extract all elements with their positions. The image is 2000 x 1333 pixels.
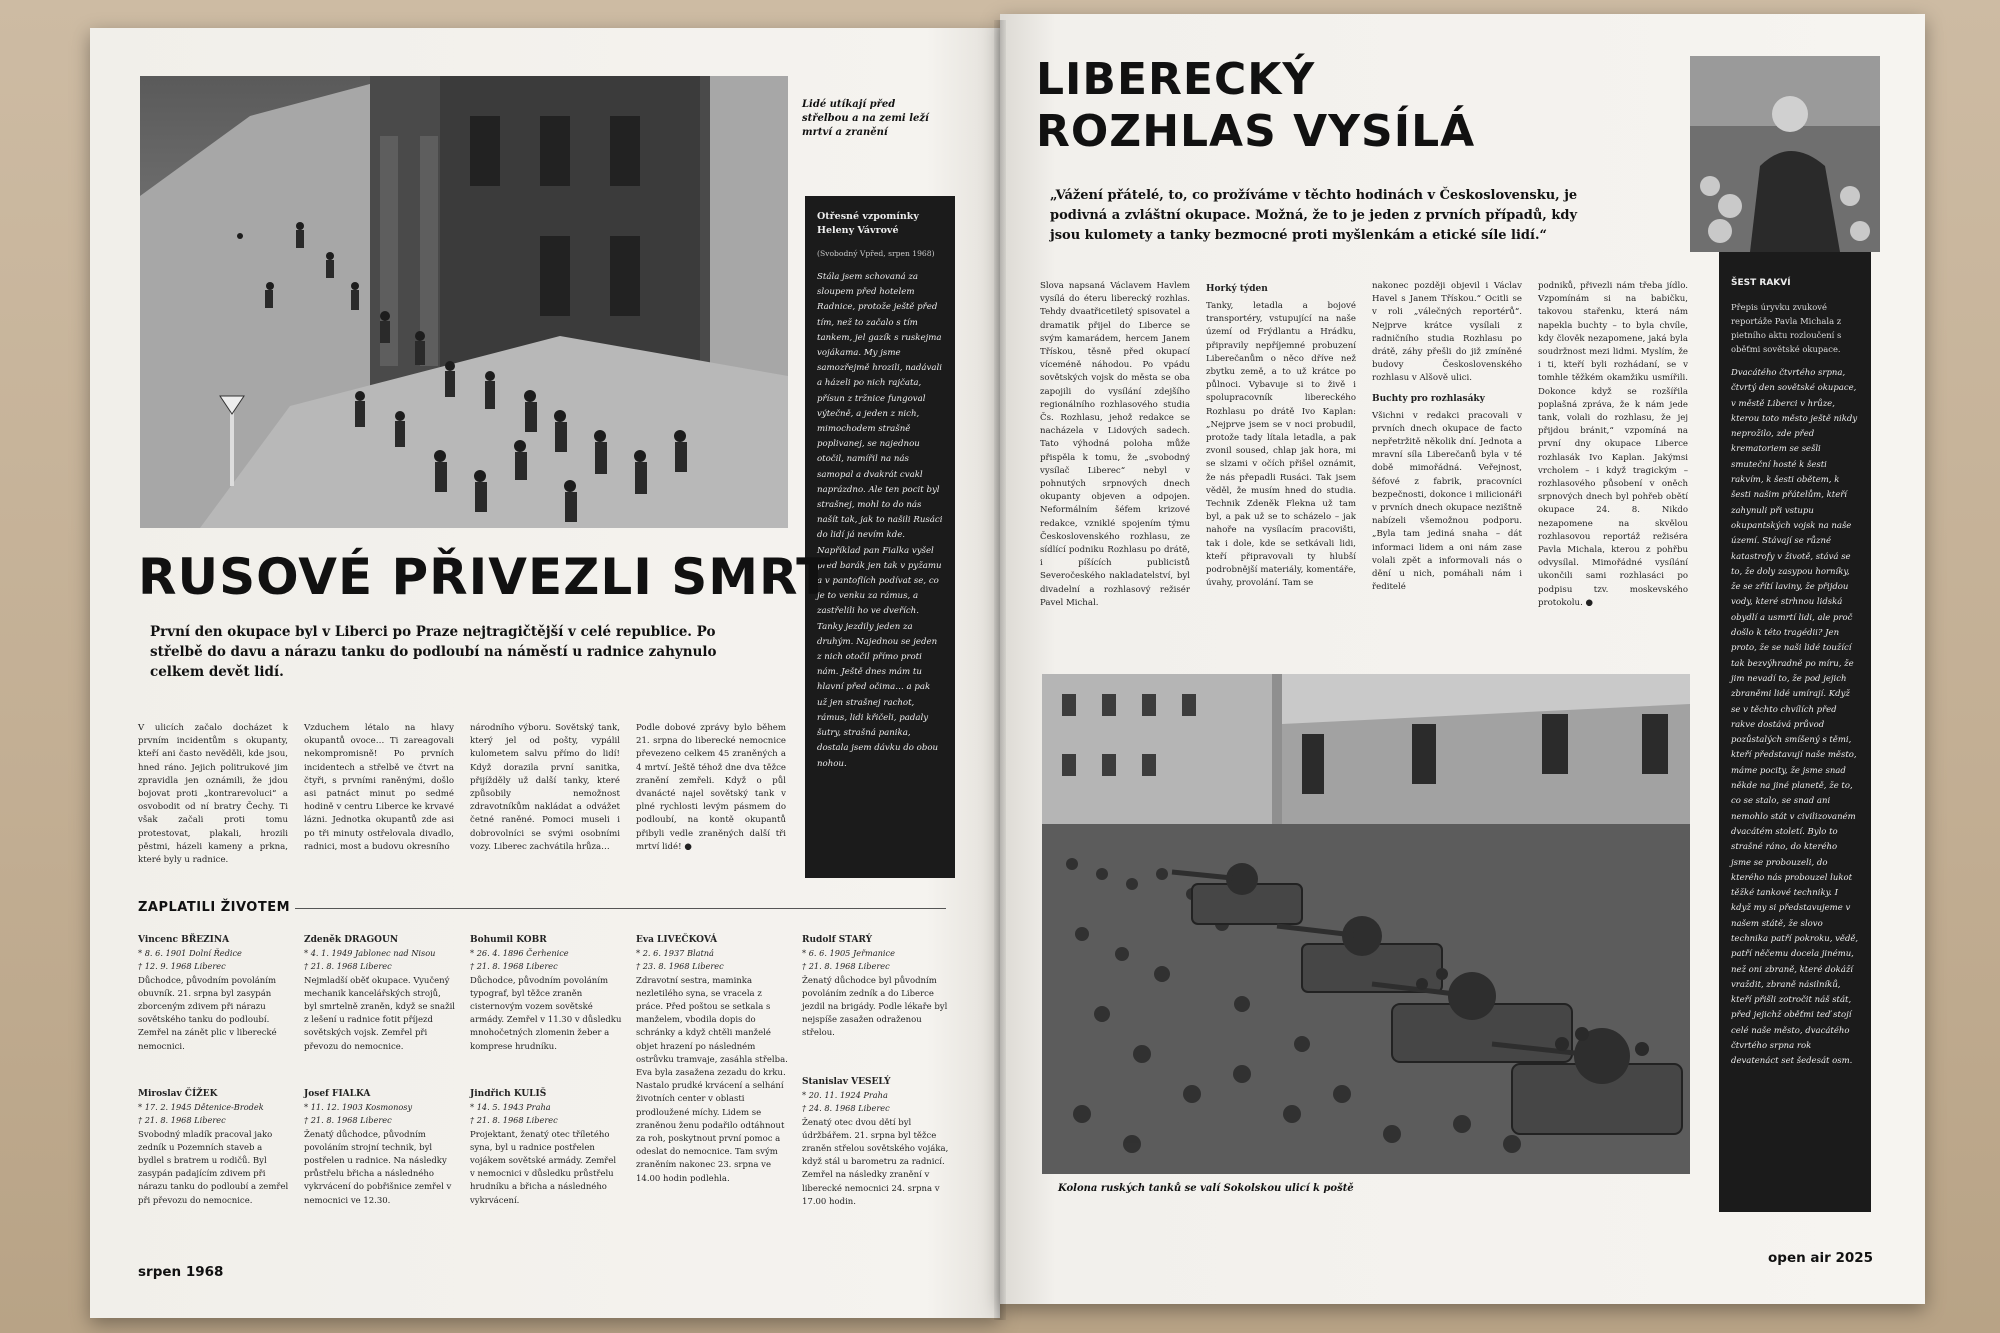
victim-born: * 20. 11. 1924 Praha: [802, 1090, 888, 1101]
havel-quote: „Vážení přátelé, to, co prožíváme v těchto hodinách v Československu, je podivná a zvláštní okupace. Možná, že to je jeden z prvních případů, kdy jsou kulomety a tanky bezmocné proti myšlenkám a etické síle lidí.“: [1050, 188, 1578, 243]
victim-died: † 12. 9. 1968 Liberec: [138, 961, 226, 972]
victim-text: Ženatý důchodce byl původním povoláním zedník a do Liberce jezdil na brigády. Podle lékaře byl nejspíše zasažen odraženou střelou.: [802, 975, 948, 1039]
victim-kulis: [470, 1088, 622, 1208]
right-footer: open air 2025: [1768, 1250, 1874, 1266]
victim-name: Rudolf STARÝ: [802, 935, 873, 945]
crowd-running-photo: [140, 76, 788, 528]
sidebar-body: Stála jsem schovaná za sloupem před hotelem Radnice, protože ještě před tím, než to začalo s tím tankem, jel gazík s ruskejma vojákama. My jsme samozřejmě hrozili, nadávali a házeli po nich rajčata, přísun z tržnice fungoval výtečně, a jeden z nich, mimochodem strašně poplivanej, se najednou otočil, namířil na nás samopal a dvakrát cvakl naprázdno. Ale ten pocit byl strašnej, mohl to do nás našít tak, jak to našili Rusáci do lidí já nevím kde. Například pan Fialka vyšel před barák jen tak v pyžamu a v pantoflích podívat se, co je to venku za rámus, a zastřelili ho ve dveřích. Tanky jezdily jeden za druhým. Najednou se jeden z nich otočil přímo proti nám. Ještě dnes mám tu hlavní před očima… a pak už jen strašnej rachot, rámus, lidi křičeli, padaly šutry, strašná panika, dostala jsem dávku do obou nohou.: [817, 272, 943, 769]
victim-vesely: [802, 1076, 954, 1209]
left-body-col-1: V ulicích začalo docházet k prvním incidentům s okupanty, kteří ani často nevěděli, kde jsou, hned ráno. Jejich politrukové jim zpravidla jen oznámili, že jdou bojovat proti „kontrarevoluci“ a osvobodit od ní bratry Čechy. Ti však začali proti tomu protestovat, plakali, hrozili pěstmi, házeli kameny a prkna, které byly u radnice.: [138, 723, 288, 866]
helena-vavrova-sidebar: [805, 196, 955, 878]
victim-name: Zdeněk DRAGOUN: [304, 935, 399, 945]
right-col-4: podniků, přivezli nám třeba jídlo. Vzpomínám si na babičku, takovou stařenku, která nám napekla buchty – to byla chvíle, kdy člověk nezapomene, jaká byla soudržnost mezi lidmi. Myslím, že i ti, kteří byli rozhádaní, se v tomhle těžkém okamžiku usmířili. Dokonce když se rozšířila poplašná zpráva, že k nám jede tank, volali do rozhlasu, že jej přijdou bránit,“ vzpomíná na první dny okupace Liberce rozhlasák Ivo Kaplan. Jakýmsi vrcholem – i když tragickým – rozhlasového působení v oněch srpnových dnech byl pohřeb obětí okupace 24. 8. Nikdo nezapomene na skvělou rozhlasovou reportáž režiséra Pavla Michala, kterou z pohřbu odvysílal. Mimořádné vysílání ukončili sami rozhlasáci po podpisu tzv. moskevského protokolu. ●: [1538, 281, 1688, 608]
left-body-col-4: Podle dobové zprávy bylo během 21. srpna do liberecké nemocnice převezeno celkem 45 zraněných a 4 mrtví. Ještě téhož dne dva těžce zranění zemřeli. Když o půl dvanácté najel sovětský tank v plné rychlosti levým pásmem do podloubí, na kontě okupantů přibyli vedle zraněných další tři mrtví lidé! ●: [636, 723, 786, 852]
victim-born: * 8. 6. 1901 Dolní Ředice: [138, 948, 242, 959]
victim-dragoun: [304, 934, 456, 1054]
victim-name: Vincenc BŘEZINA: [138, 935, 230, 945]
victim-text: Důchodce, původním povoláním typograf, byl těžce zraněn cisternovým vozem sovětské armády. Zemřel v 11.30 v důsledku mnohočetných zlomenin žeber a komprese hrudníku.: [470, 975, 622, 1052]
victim-text: Projektant, ženatý otec tříletého syna, byl u radnice postřelen vojákem sovětské armády. Zemřel v nemocnici v důsledku průstřelu hrudníku a břicha a následného vykrvácení.: [470, 1129, 617, 1206]
tank-column-photo: [1042, 674, 1690, 1174]
victims-rule: [295, 908, 946, 909]
victim-died: † 21. 8. 1968 Liberec: [138, 1115, 226, 1126]
victim-born: * 17. 2. 1945 Dětenice-Brodek: [138, 1102, 264, 1113]
subhead-horky-tyden: Horký týden: [1206, 284, 1268, 294]
victim-liveckova: [636, 934, 788, 1186]
right-col-2: [1206, 276, 1356, 590]
right-headline-line-1: LIBERECKÝ: [1036, 54, 1316, 105]
victim-died: † 21. 8. 1968 Liberec: [470, 961, 558, 972]
victim-name: Jindřich KULIŠ: [470, 1089, 547, 1099]
right-col-2-text: Tanky, letadla a bojové transportéry, vstupující na naše území od Frýdlantu a Hrádku, připravily nepříjemné probuzení Liberečanům o něco dříve než zbytku země, a to už krátce po půlnoci. Vybavuje si to živě i spolupracovník libereckého Rozhlasu po drátě Ivo Kaplan: „Nejprve jsem se v noci probudil, protože tady lítala letadla, a pak zvonil soused, chlap jak hora, mi se slzami v očích přišel oznámit, že nás přepadli Rusáci. Tak jsem věděl, že musím hned do studia. Technik Zdeněk Flekna už tam byl, a pak už se to scházelo – jak nahoře na vysílacím pracovišti, tak i dole, kde se setkávali lidi, kteří připravovali ty hlubší podrobnější materiály, komentáře, úvahy, provolání. Tam se: [1206, 301, 1356, 589]
victim-born: * 4. 1. 1949 Jablonec nad Nisou: [304, 948, 436, 959]
left-body-col-2: Vzduchem létalo na hlavy okupantů ovoce… Ti zareagovali nekompromisně! Po prvních incidentech a střelbě ve čtvrt na čtyři, s prvními raněnými, došlo asi patnáct minut po sedmé hodině v centru Liberce ke krvavé lázni. Jednotka okupantů zde asi po tři minuty ostřelovala divadlo, radnici, most a budovu okresního: [304, 723, 454, 852]
victim-name: Eva LIVEČKOVÁ: [636, 935, 718, 945]
right-col-3-text: nakonec později objevil i Václav Havel s Janem Třískou.“ Ocitli se v roli „válečných reportérů“. Nejprve krátce vysílali z radničního studia Rozhlasu po drátě, záhy přešli do již zmíněné budovy Československého rozhlasu v Alšově ulici.: [1372, 281, 1522, 384]
sidebar-title: Otřesné vzpomínky Heleny Vávrové: [817, 211, 919, 236]
sidebar-body: Dvacátého čtvrtého srpna, čtvrtý den sovětské okupace, v městě Liberci v hrůze, kterou toto město ještě nikdy neprožilo, zde před krematoriem se sešli smuteční hosté k šesti rakvím, k šesti obětem, k šesti našim přátelům, kteří zahynuli při vstupu okupantských vojsk na naše území. Stávají se různé katastrofy v životě, stává se to, že doly zasypou horníky, že se zřítí laviny, že přijdou vody, které strhnou lidská obydlí a usmrtí lidi, ale proč došlo k této tragédii? Jen proto, že se naši lidé toužící tak bezvýhradně po míru, že jim nevadí to, že pod jejich zbraněmi lidé umírají. Když se v těchto chvílích před rakve dostává průvod pozůstalých smíšený s těmi, kteří představují naše město, máme pocity, že jsme snad někde na jiné planetě, že to, co se stalo, se snad ani nemohlo stát v civilizovaném dvacátém století. Bylo to strašné ráno, do kterého jsme se probouzeli, do kterého nás probouzel lukot těžké tankové techniky. I když my si představujeme v našem státě, že slovo technika patří pokroku, vědě, patří něčemu docela jinému, než oni zbraně, které dokáží vraždit, zbraně násilníků, kteří přišli zotročit náš stát, před jejichž oběťmi teď stojí celé naše město, dvacátého čtvrtého srpna rok devatenáct set šedesát osm.: [1731, 368, 1859, 1067]
left-headline: RUSOVÉ PŘIVEZLI SMRT: [138, 548, 832, 606]
victim-text: Svobodný mladík pracoval jako zedník u Pozemních staveb a bydlel s bratrem u rodičů. Byl zasypán padajícím zdivem při nárazu tanku do podloubí a zemřel při převozu do nemocnice.: [138, 1129, 289, 1206]
subhead-buchty: Buchty pro rozhlasáky: [1372, 393, 1485, 404]
victim-name: Stanislav VESELÝ: [802, 1077, 891, 1087]
victims-title: ZAPLATILI ŽIVOTEM: [138, 900, 291, 915]
victim-name: Miroslav ČÍŽEK: [138, 1089, 218, 1099]
sidebar-intro: Přepis úryvku zvukové reportáže Pavla Michala z pietního aktu rozloučení s oběťmi sovětské okupace.: [1731, 302, 1842, 354]
victim-died: † 23. 8. 1968 Liberec: [636, 961, 724, 972]
magazine-spine: [994, 20, 1006, 1320]
victim-died: † 21. 8. 1968 Liberec: [470, 1115, 558, 1126]
right-page: [1000, 14, 1925, 1304]
sidebar-source: (Svobodný Vpřed, srpen 1968): [817, 249, 935, 258]
victim-text: Ženatý otec dvou dětí byl údržbářem. 21. srpna byl těžce zraněn střelou sovětského vojáka, když stál u barometru za radnicí. Zemřel na následky zranění v liberecké nemocnici 24. srpna v 17.00 hodin.: [802, 1117, 949, 1207]
victim-died: † 21. 8. 1968 Liberec: [304, 1115, 392, 1126]
victim-text: Zdravotní sestra, maminka nezletilého syna, se vracela z práce. Před poštou se setkala s manželem, vbodila dopis do schránky a když chtěli manželé objet hrazení po následném ostrůvku tramvaje, zasáhla střelba. Eva byla zasažena zezadu do krku. Nastalo prudké krvácení a selhání životních center v oblasti prodloužené míchy. Lidem se zraněnou ženu podařilo odtáhnout za roh, poskytnout první pomoc a odeslat do nemocnice. Tam svým zraněním nakonec 23. srpna ve 14.00 hodin podlehla.: [636, 975, 788, 1184]
victim-name: Bohumil KOBR: [470, 935, 547, 945]
left-body-col-3: národního výboru. Sovětský tank, který jel od pošty, vypálil kulometem salvu přímo do lidí! Když dorazila první sanitka, přijížděly už další tanky, které způsobily nemožnost zdravotníkům nakládat a odvážet četné raněné. Pomoci museli i dobrovolníci se svými osobními vozy. Liberec zachvátila hrůza…: [470, 723, 620, 852]
victim-text: Důchodce, původním povoláním obuvník. 21. srpna byl zasypán zborceným zdivem při nárazu sovětského tanku do podloubí. Zemřel na zánět plic v liberecké nemocnici.: [138, 975, 277, 1052]
victim-died: † 24. 8. 1968 Liberec: [802, 1103, 890, 1114]
victim-fialka: [304, 1088, 456, 1208]
right-headline-line-2: ROZHLAS VYSÍLÁ: [1036, 106, 1476, 157]
victim-brezina: [138, 934, 290, 1054]
victim-cizek: [138, 1088, 290, 1208]
left-footer: srpen 1968: [138, 1264, 224, 1280]
victim-born: * 26. 4. 1896 Čerhenice: [470, 948, 569, 959]
left-lead: První den okupace byl v Liberci po Praze nejtragičtější v celé republice. Po střelbě do davu a nárazu tanku do podloubí na náměstí u radnice zahynulo celkem devět lidí.: [150, 624, 717, 680]
right-col-3: [1372, 280, 1522, 594]
victim-born: * 2. 6. 1937 Blatná: [636, 948, 714, 959]
sest-rakvi-sidebar: [1719, 252, 1871, 1212]
tank-photo-caption: Kolona ruských tanků se valí Sokolskou ulicí k poště: [1058, 1183, 1354, 1194]
right-col-3b-text: Všichni v redakci pracovali v prvních dnech okupace de facto nepřetržitě několik dní. Jednota a mravní síla Liberečanů byla v té době mimořádná. Veřejnost, šéfové z fabrik, pracovníci bezpečnosti, dokonce i milicionáři v prvních dnech okupace nezištně nabízeli všemožnou podporu. „Byla tam jediná snaha – dát informaci lidem a oni nám zase volali zpět a informovali nás o dění u nich, pomáhali nám i ředitelé: [1372, 410, 1522, 593]
victim-died: † 21. 8. 1968 Liberec: [802, 961, 890, 972]
reporter-portrait-photo: [1690, 56, 1880, 252]
photo-caption: Lidé utíkají před střelbou a na zemi leží mrtví a zranění: [802, 99, 929, 138]
sidebar-title: ŠEST RAKVÍ: [1731, 278, 1791, 288]
victim-born: * 11. 12. 1903 Kosmonosy: [304, 1102, 413, 1113]
victim-born: * 6. 6. 1905 Jeřmanice: [802, 948, 895, 959]
victim-name: Josef FIALKA: [304, 1089, 371, 1099]
victim-text: Ženatý důchodce, původním povoláním strojní technik, byl postřelen u radnice. Na následky průstřelu břicha a následného vykrvácení do pobřišnice zemřel v nemocnici ve 12.30.: [304, 1129, 452, 1206]
left-page: [90, 28, 1000, 1318]
victim-stary: [802, 934, 954, 1041]
right-headline: [1036, 54, 1475, 158]
victim-born: * 14. 5. 1943 Praha: [470, 1102, 551, 1113]
victim-died: † 21. 8. 1968 Liberec: [304, 961, 392, 972]
victim-kobr: [470, 934, 622, 1054]
victim-text: Nejmladší oběť okupace. Vyučený mechanik kancelářských strojů, byl smrtelně zraněn, když se snažil z lešení u radnice fotit příjezd sovětských vojsk. Zemřel při převozu do nemocnice.: [304, 975, 455, 1052]
right-col-1: Slova napsaná Václavem Havlem vysílá do éteru liberecký rozhlas. Tehdy dvaatřicetiletý spisovatel a dramatik přijel do Liberce se svým kamarádem, hercem Janem Třískou, těsně před okupací víceméně náhodou. Po vpádu sovětských vojsk do města se oba zapojili do vysílání zdejšího regionálního rozhlasového studia Čs. Rozhlasu, jehož redakce se nacházela v Lidových sadech. Tato výhodná poloha může přispěla k tomu, že „svobodný vysílač Liberec“ nebyl v pohnutých srpnových dnech okupanty objeven a odpojen. Neformálním šéfem krizové redakce, vzniklé spojením týmu Československého rozhlasu, ze sídlící podniku Rozhlasu po drátě, i píšících publicistů Severočeského nakladatelství, byl divadelní a rozhlasový režisér Pavel Michal.: [1040, 281, 1190, 608]
